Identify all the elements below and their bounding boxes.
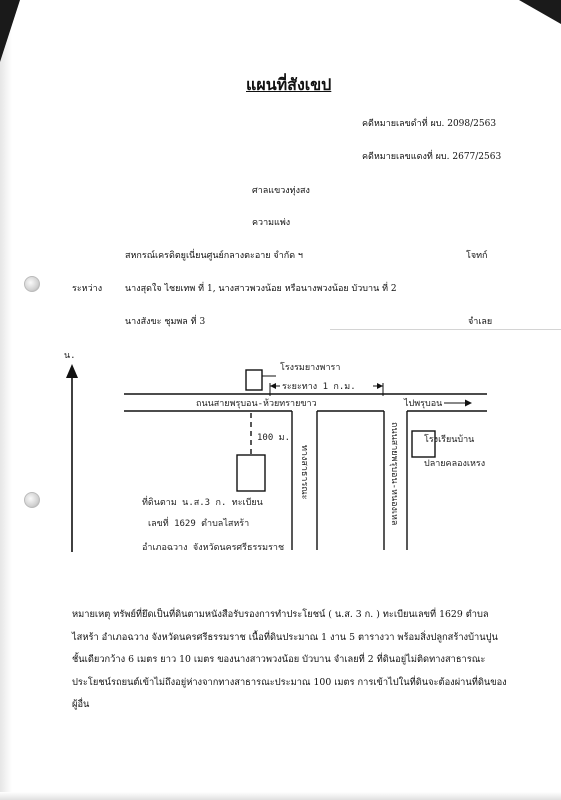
between-label: ระหว่าง bbox=[72, 284, 103, 294]
public-road-left bbox=[292, 411, 317, 550]
distance-100m-label: 100 ม. bbox=[257, 433, 291, 443]
remark-paragraph bbox=[72, 604, 512, 717]
school-label: โรงเรียนบ้าน bbox=[424, 435, 475, 445]
remark-line: ไสหร้า อำเภอฉวาง จังหวัดนครศรีธรรมราช เนื้อที่ดินประมาณ 1 งาน 5 ตารางวา พร้อมสิ่งปลูกสร้างบ้านปูน bbox=[72, 631, 498, 643]
land-parcel-box bbox=[237, 455, 265, 491]
rubber-factory-label: โรงรมยางพารา bbox=[280, 363, 341, 373]
right-road bbox=[384, 411, 407, 550]
court-name: ศาลแขวงทุ่งสง bbox=[252, 186, 310, 196]
main-road bbox=[124, 394, 487, 411]
case-black-value: ผบ. 2098/2563 bbox=[430, 119, 497, 129]
case-red-label: คดีหมายเลขแดงที่ bbox=[362, 152, 433, 162]
land-label-3: อำเภอฉวาง จังหวัดนครศรีธรรมราช bbox=[142, 543, 285, 553]
land-label-1: ที่ดินตาม น.ส.3 ก. ทะเบียน bbox=[142, 498, 263, 508]
case-black-label: คดีหมายเลขดำที่ bbox=[362, 119, 428, 129]
defendant-role: จำเลย bbox=[468, 317, 493, 327]
rubber-factory-box bbox=[246, 370, 262, 390]
remark-line: ผู้อื่น bbox=[72, 699, 90, 710]
remark-line: หมายเหตุ ทรัพย์ที่ยึดเป็นที่ดินตามหนังสือรับรองการทำประโยชน์ ( น.ส. 3 ก. ) ทะเบียนเลขที่ 1629 ตำบล bbox=[72, 609, 489, 620]
case-red-value: ผบ. 2677/2563 bbox=[435, 152, 502, 162]
north-arrow bbox=[64, 351, 78, 552]
right-road-label: ถนนสายพรุบอน-หนองเหล bbox=[389, 422, 399, 526]
main-road-label: ถนนสายพรุบอน-ห้วยทรายขาว bbox=[196, 399, 317, 409]
school-label-2: ปลายคลองเหรง bbox=[424, 459, 486, 469]
remark-line: ประโยชน์รถยนต์เข้าไม่ถึงอยู่ห่างจากทางสาธารณะประมาณ 100 เมตร การเข้าไปในที่ดินจะต้องผ่านที่ดินของ bbox=[72, 676, 507, 688]
remark-line: ชั้นเดียวกว้าง 6 เมตร ยาว 10 เมตร ของนางสาวพวงน้อย บัวบาน จำเลยที่ 2 ที่ดินอยู่ไม่ติดทางสาธารณะ bbox=[72, 654, 486, 665]
defendants-line2: นางสังขะ ชุมพล ที่ 3 bbox=[125, 317, 206, 327]
defendants-line1: นางสุดใจ ไชยเทพ ที่ 1, นางสาวพวงน้อย หรือนางพวงน้อย บัวบาน ที่ 2 bbox=[125, 284, 397, 294]
case-type: ความแพ่ง bbox=[252, 218, 291, 228]
distance-label: ระยะทาง 1 ก.ม. bbox=[282, 382, 356, 392]
plaintiff-role: โจทก์ bbox=[466, 251, 488, 261]
public-road-label: ทางสาธารณะ bbox=[299, 445, 309, 500]
to-phrubon-label: ไปพรุบอน bbox=[404, 399, 443, 409]
document-title: แผนที่สังเขป bbox=[246, 75, 332, 94]
north-label: น. bbox=[64, 351, 76, 361]
plaintiff-name: สหกรณ์เครดิตยูเนี่ยนศูนย์กลางตะอาย จำกัด ฯ bbox=[125, 251, 303, 261]
land-label-2: เลขที่ 1629 ตำบลไสหร้า bbox=[148, 519, 250, 529]
